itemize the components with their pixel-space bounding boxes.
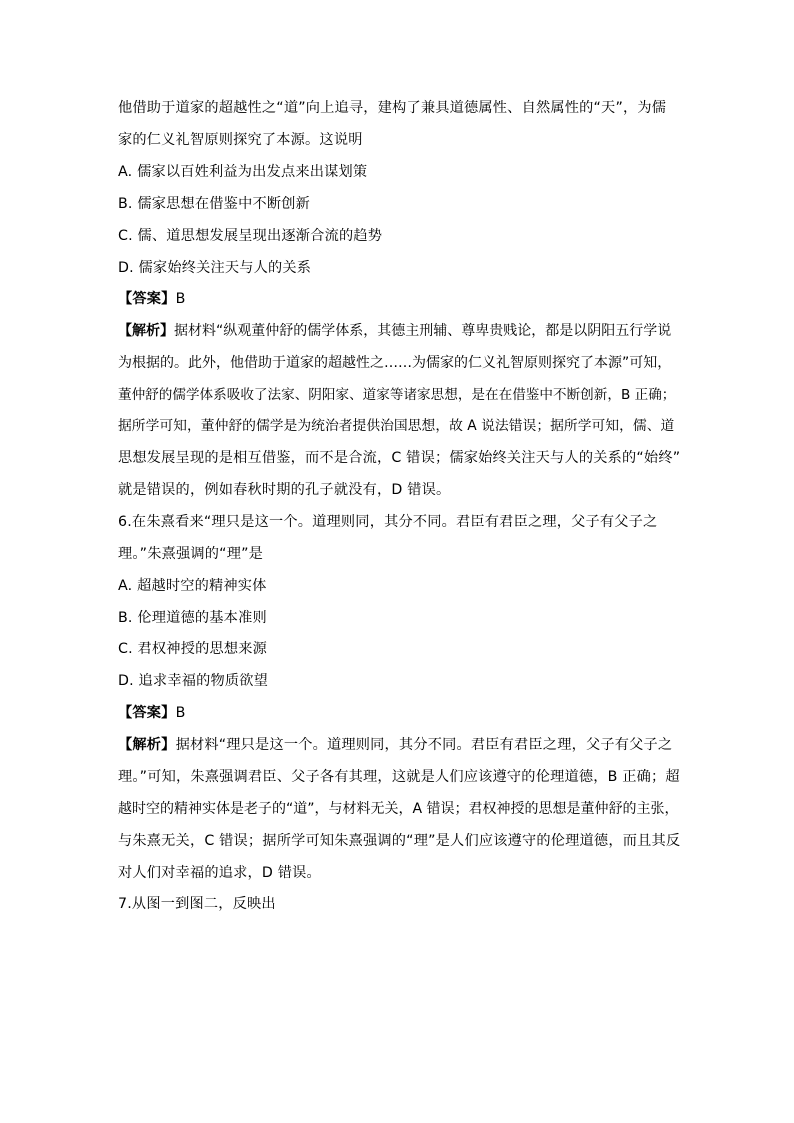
- q6-option-d: D. 追求幸福的物质欲望: [118, 673, 269, 689]
- q5-analysis-line-1: [118, 321, 671, 341]
- q6-option-c: C. 君权神授的思想来源: [118, 641, 268, 657]
- q6-option-b: B. 伦理道德的基本准则: [118, 610, 267, 626]
- q5-analysis-line-2: 为根据的。此外，他借助于道家的超越性之……为儒家的仁义礼智原则探究了本源”可知，: [118, 355, 672, 371]
- q5-option-d: D. 儒家始终关注天与人的关系: [118, 260, 312, 276]
- q5-answer-label: 【答案】: [118, 291, 176, 307]
- q6-analysis-line-3: 越时空的精神实体是老子的“道”，与材料无关，A 错误；君权神授的思想是董仲舒的主张，: [118, 801, 679, 817]
- q5-answer-value: B: [175, 291, 186, 307]
- q6-analysis-label: 【解析】: [118, 737, 176, 753]
- q6-analysis-line-2: 理。”可知，朱熹强调君臣、父子各有其理，这就是人们应该遵守的伦理道德，B 正确；超: [118, 769, 680, 785]
- q5-answer: [118, 289, 186, 309]
- q5-stem-line-2: 家的仁义礼智原则探究了本源。这说明: [118, 132, 363, 148]
- q5-option-c: C. 儒、道思想发展呈现出逐渐合流的趋势: [118, 228, 383, 244]
- q5-stem-line-1: 他借助于道家的超越性之“道”向上追寻，建构了兼具道德属性、自然属性的“天”，为儒: [118, 100, 667, 116]
- q6-analysis-text-1: 据材料“理只是这一个。道理则同，其分不同。君臣有君臣之理，父子有父子之: [175, 737, 673, 753]
- q5-analysis-label: 【解析】: [118, 323, 174, 339]
- q6-answer-value: B: [175, 705, 186, 721]
- q5-option-a: A. 儒家以百姓利益为出发点来出谋划策: [118, 164, 368, 180]
- q6-analysis-line-1: [118, 735, 672, 755]
- q5-analysis-line-4: 据所学可知，董仲舒的儒学是为统治者提供治国思想，故 A 说法错误；据所学可知，儒、道: [118, 418, 675, 434]
- q5-analysis-text-1: 据材料“纵观董仲舒的儒学体系，其德主刑辅、尊卑贵贱论，都是以阴阳五行学说: [174, 323, 672, 339]
- q6-stem-line-2: 理。”朱熹强调的“理”是: [118, 546, 264, 562]
- q5-analysis-line-6: 就是错误的，例如春秋时期的孔子就没有，D 错误。: [118, 482, 451, 498]
- q5-option-b: B. 儒家思想在借鉴中不断创新: [118, 196, 311, 212]
- q7-stem-line-1: 7.从图一到图二，反映出: [118, 896, 276, 912]
- q6-answer: [118, 703, 186, 723]
- q5-analysis-line-5: 思想发展呈现的是相互借鉴，而不是合流，C 错误；儒家始终关注天与人的关系的“始终”: [118, 450, 681, 466]
- q6-answer-label: 【答案】: [118, 705, 176, 721]
- q6-analysis-line-4: 与朱熹无关，C 错误；据所学可知朱熹强调的“理”是人们应该遵守的伦理道德，而且其反: [118, 833, 681, 849]
- q6-option-a: A. 超越时空的精神实体: [118, 578, 267, 594]
- q6-analysis-line-5: 对人们对幸福的追求，D 错误。: [118, 865, 321, 881]
- q6-stem-line-1: 6.在朱熹看来“理只是这一个。道理则同，其分不同。君臣有君臣之理，父子有父子之: [118, 514, 658, 530]
- q5-analysis-line-3: 董仲舒的儒学体系吸收了法家、阴阳家、道家等诸家思想，是在在借鉴中不断创新，B 正确；: [118, 387, 676, 403]
